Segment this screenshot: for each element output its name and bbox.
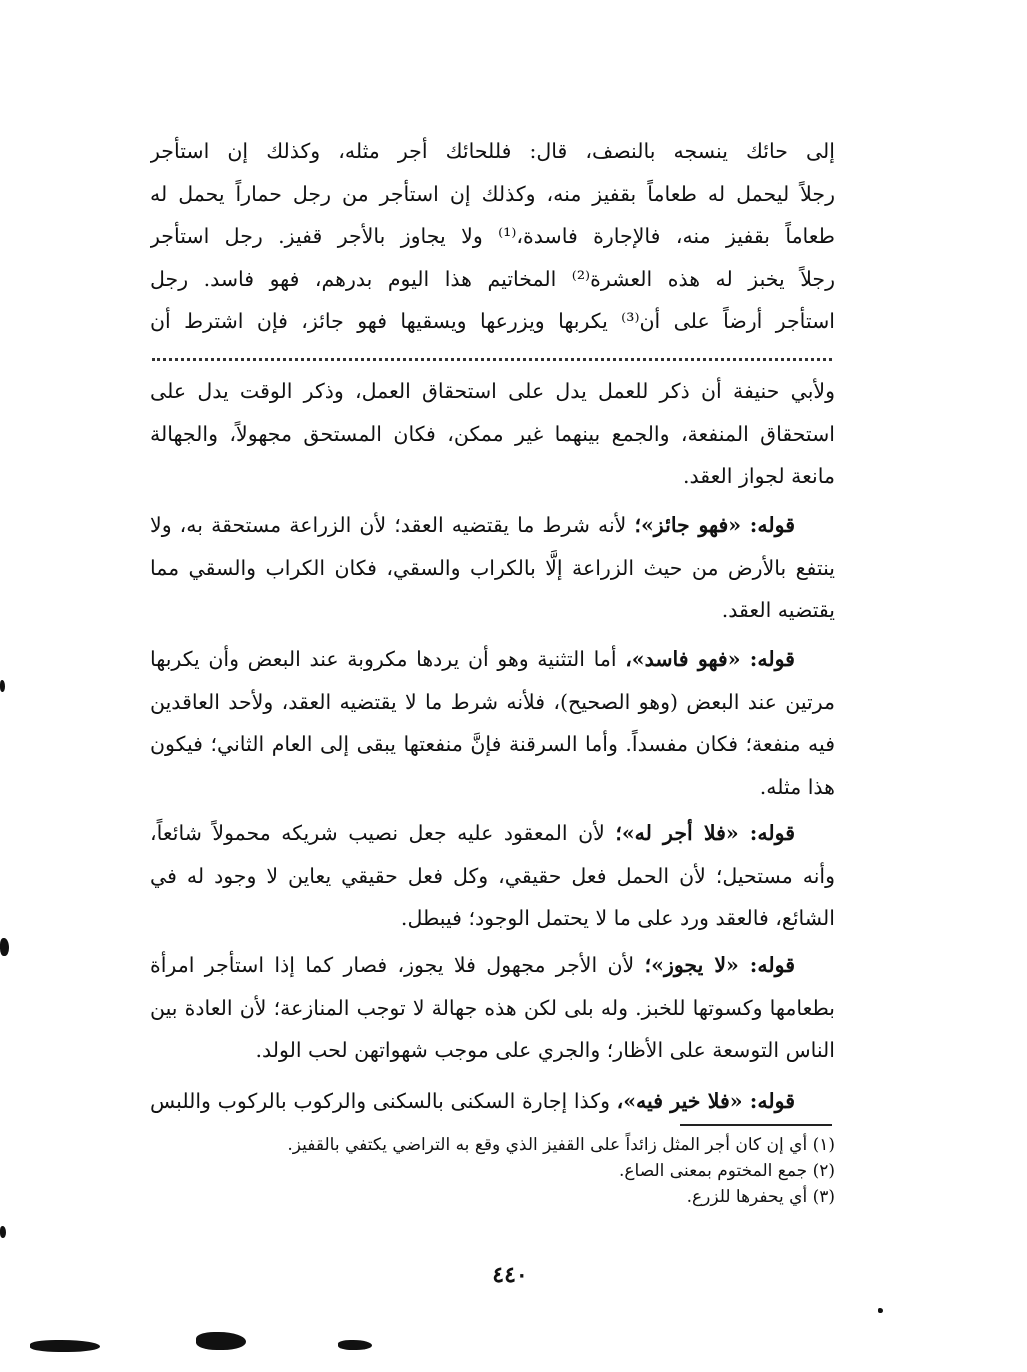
footnotes — [150, 1132, 835, 1210]
page-number: ٤٤٠ — [492, 1262, 528, 1288]
text-run: أما التثنية وهو أن يردها مكروبة عند البعض وأن يكربها — [150, 647, 626, 671]
commentary-paragraph — [150, 1080, 835, 1123]
text-line — [150, 504, 835, 547]
scan-speck — [30, 1340, 100, 1352]
text-line: مرتين عند البعض (وهو الصحيح)، فلأنه شرط ما لا يقتضيه العقد، ولأحد العاقدين — [150, 689, 835, 714]
paragraph-lead: قوله: «لا يجوز»؛ — [644, 953, 795, 977]
commentary-paragraph — [150, 504, 835, 632]
text-line — [150, 812, 835, 855]
text-line: رجلاً ليحمل له طعاماً بقفيز منه، وكذلك إن استأجر من رجل حماراً يحمل له — [150, 181, 835, 206]
text-line: وأنه مستحيل؛ لأن الحمل فعل حقيقي، وكل فعل حقيقي يعاين لا وجود له في — [150, 863, 835, 888]
text-line: ينتفع بالأرض من حيث الزراعة إلَّا بالكراب والسقي، فكان الكراب والسقي مما — [150, 555, 835, 580]
text-run: وكذا إجارة السكنى بالسكنى والركوب بالركوب واللبس — [150, 1089, 617, 1113]
scan-speck — [0, 938, 9, 956]
text-run: لأنه شرط ما يقتضيه العقد؛ لأن الزراعة مستحقة به، ولا — [150, 513, 635, 537]
footnote-separator — [680, 1124, 832, 1126]
text-run: لأن الأجر مجهول فلا يجوز، فصار كما إذا استأجر امرأة — [150, 953, 645, 977]
main-text-top — [150, 130, 835, 343]
paragraph-lead: قوله: «فهو جائز»؛ — [634, 513, 796, 537]
footnote: (٣) أي يحفرها للزرع. — [686, 1187, 835, 1207]
text-line: الناس التوسعة على الأظار؛ والجري على موجب شهواتهن لحب الولد. — [255, 1038, 835, 1063]
footnote: (٢) جمع المختوم بمعنى الصاع. — [619, 1161, 835, 1181]
commentary-paragraph — [150, 370, 835, 498]
paragraph-lead: قوله: «فلا خير فيه»، — [616, 1089, 796, 1113]
paragraph-lead: قوله: «فهو فاسد»، — [625, 647, 795, 671]
text-line: هذا مثله. — [759, 774, 835, 799]
commentary-paragraph — [150, 638, 835, 808]
text-line: رجلاً يخبز له هذه العشرة⁽²⁾ المخاتيم هذا اليوم بدرهم، فهو فاسد. رجل — [150, 266, 835, 291]
text-line: بطعامها وكسوتها للخبز. وله بلى لكن هذه جهالة لا توجب المنازعة؛ لأن العادة بين — [150, 995, 835, 1020]
scan-speck — [0, 1226, 6, 1238]
paragraph-lead: قوله: «فلا أجر له»؛ — [615, 821, 795, 845]
text-line — [150, 638, 835, 681]
dotted-separator — [152, 358, 832, 361]
text-line: فيه منفعة؛ فكان مفسداً. وأما السرقنة فإنَّ منفعتها يبقى إلى العام الثاني؛ فيكون — [150, 732, 835, 757]
text-line: مانعة لجواز العقد. — [683, 464, 835, 489]
text-line — [150, 944, 835, 987]
text-line: استأجر أرضاً على أن⁽³⁾ يكربها ويزرعها ويسقيها فهو جائز، فإن اشترط أن — [150, 309, 835, 334]
commentary-paragraph — [150, 944, 835, 1072]
text-line: طعاماً بقفيز منه، فالإجارة فاسدة،⁽¹⁾ ولا يجاوز بالأجر قفيز. رجل استأجر — [150, 224, 835, 249]
text-line: يقتضيه العقد. — [721, 598, 835, 623]
text-line: ولأبي حنيفة أن ذكر للعمل يدل على استحقاق العمل، وذكر الوقت يدل على — [150, 379, 835, 403]
commentary-paragraph — [150, 812, 835, 940]
scan-speck — [338, 1340, 372, 1350]
text-line: إلى حائك ينسجه بالنصف، قال: فللحائك أجر مثله، وكذلك إن استأجر — [150, 139, 835, 163]
text-line: استحقاق المنفعة، والجمع بينهما غير ممكن، فكان المستحق مجهولاً، والجهالة — [150, 421, 835, 446]
scan-speck — [0, 680, 5, 692]
text-line: الشائع، فالعقد ورد على ما لا يحتمل الوجود؛ فيبطل. — [400, 906, 835, 931]
scan-speck — [196, 1332, 246, 1350]
scan-speck — [878, 1308, 883, 1313]
text-run: لأن المعقود عليه جعل نصيب شريكه محمولاً شائعاً، — [150, 821, 616, 845]
footnote: (١) أي إن كان أجر المثل زائداً على القفيز الذي وقع به التراضي يكتفي بالقفيز. — [287, 1135, 835, 1155]
text-line — [150, 1080, 835, 1123]
